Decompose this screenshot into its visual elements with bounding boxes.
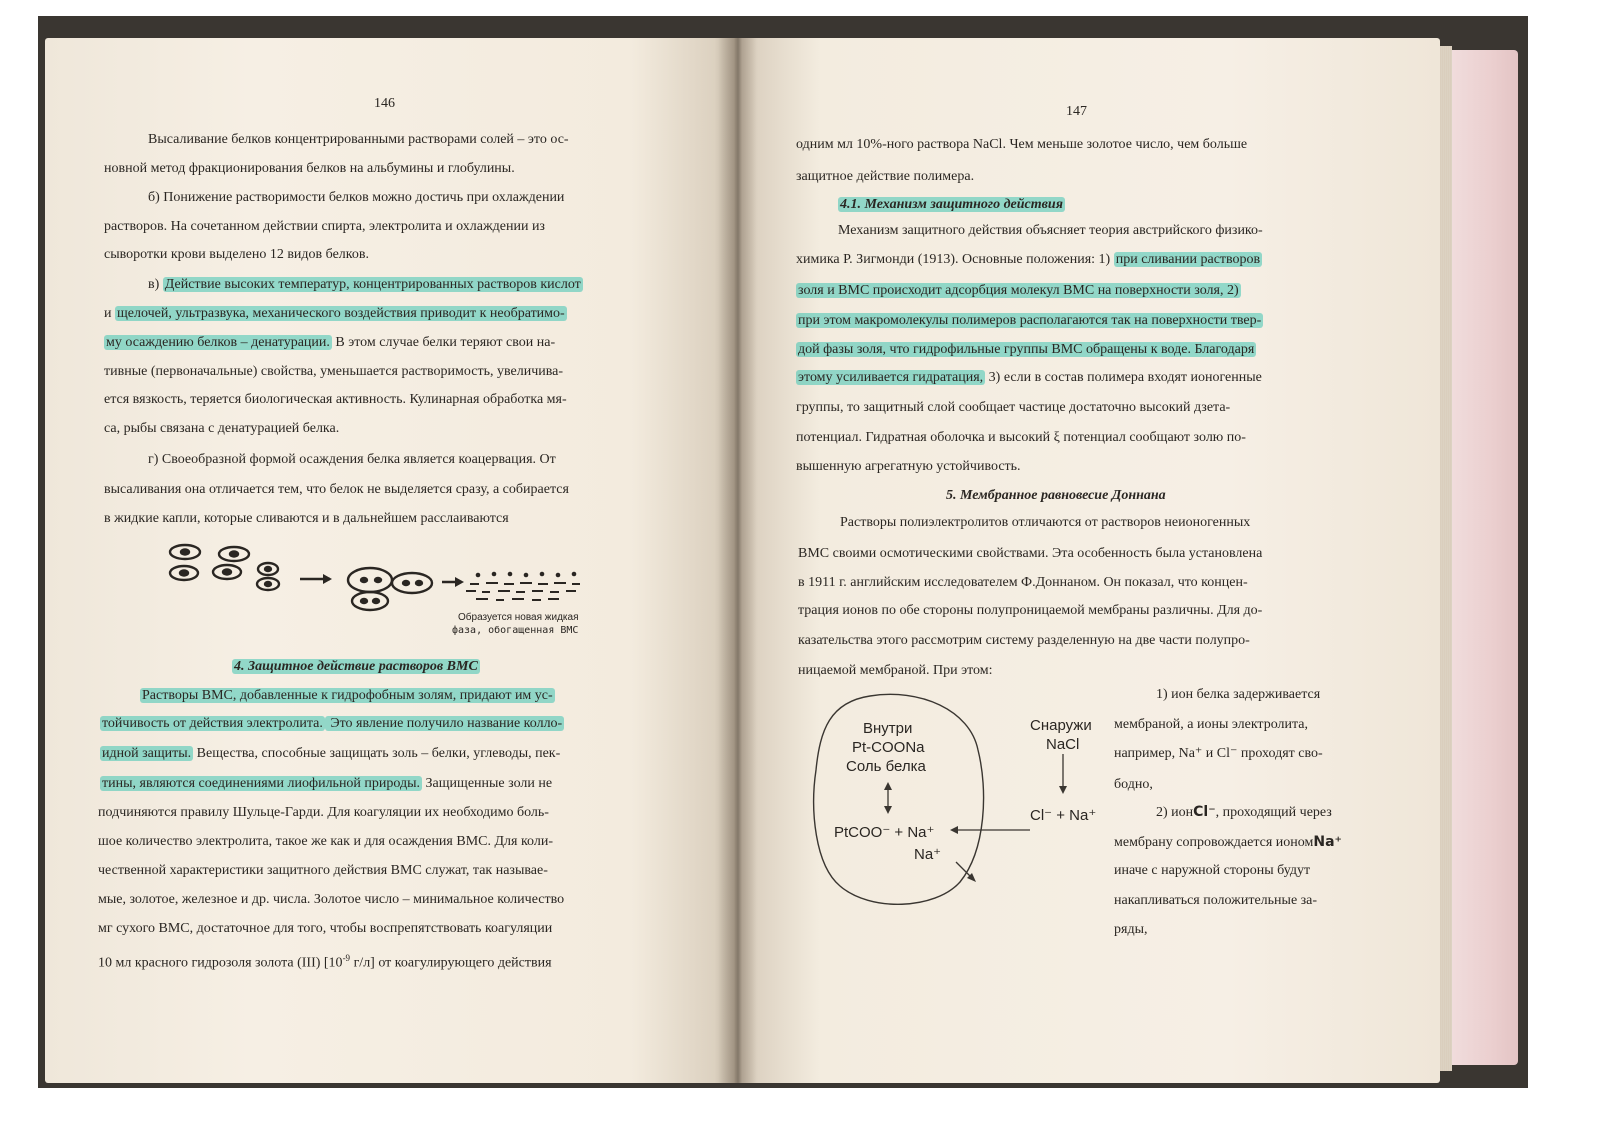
text-line: мые, золотое, железное и др. числа. Золотое число – минимальное количество [98, 892, 565, 907]
text-line: 1) ион белка задерживается [1156, 687, 1321, 702]
coacervation-figure [160, 538, 620, 618]
diagram-ions-outside: Cl⁻ + Na⁺ [1030, 807, 1097, 824]
highlighted-text: этому усиливается гидратация, [798, 370, 984, 385]
text-line: ВМС своими осмотическими свойствами. Эта особенность была установлена [798, 546, 1263, 561]
text-span: Защищенные золи не [422, 776, 553, 791]
text-line [140, 687, 555, 705]
text-line: б) Понижение растворимости белков можно достичь при охлаждении [148, 190, 565, 205]
text-line: в жидкие капли, которые сливаются и в дальнейшем расслаиваются [104, 511, 509, 526]
text-span: 3) если в состав полимера входят ионогенные [985, 370, 1262, 385]
text-span: мембрану сопровождается ионом [1114, 835, 1314, 850]
highlighted-text: Действие высоких температур, концентрированных растворов кислот [164, 277, 581, 292]
text-span: , проходящий через [1215, 805, 1332, 820]
text-line [100, 745, 560, 763]
text-line: вышенную агрегатную устойчивость. [796, 459, 1021, 474]
diagram-na-ion: Na⁺ [914, 846, 942, 863]
text-line: накапливаться положительные за- [1114, 893, 1318, 908]
text-line [796, 341, 1256, 359]
highlighted-text: щелочей, ультразвука, механического воздействия приводит к необратимо- [117, 306, 565, 321]
text-line: защитное действие полимера. [796, 169, 975, 184]
text-span: 2) ион [1156, 805, 1194, 820]
text-line [100, 715, 564, 733]
text-line: казательства этого рассмотрим систему разделенную на две части полупро- [798, 633, 1250, 648]
highlighted-text: при этом макромолекулы полимеров располагаются так на поверхности твер- [798, 313, 1262, 328]
text-line [104, 305, 567, 323]
text-line [1156, 803, 1332, 822]
text-line: в 1911 г. английским исследователем Ф.Доннаном. Он показал, что концен- [798, 575, 1248, 590]
diagram-label-inside: Pt-COONa [852, 739, 925, 756]
text-line [796, 369, 1262, 387]
text-span: в) [148, 277, 163, 292]
text-line: трация ионов по обе стороны полупроницаемой мембраны различны. Для до- [798, 603, 1263, 618]
page-edges [1440, 46, 1452, 1071]
highlighted-text: золя и ВМС происходит адсорбция молекул ВМС на поверхности золя, 2) [798, 283, 1239, 298]
diagram-label-inside: Соль белка [846, 758, 926, 775]
highlighted-text: 4. Защитное действие растворов ВМС [234, 659, 478, 674]
text-line: подчиняются правилу Шульце-Гарди. Для коагуляции их необходимо боль- [98, 805, 549, 820]
diagram-label-inside: Внутри [863, 720, 913, 737]
text-line: са, рыбы связана с денатурацией белка. [104, 421, 340, 436]
handwritten-annotation: Cl⁻ [1193, 804, 1216, 820]
text-line: ряды, [1114, 922, 1148, 937]
text-line: растворов. На сочетанном действии спирта, электролита и охлаждении из [104, 219, 545, 234]
text-line: одним мл 10%-ного раствора NaCl. Чем меньше золотое число, чем больше [796, 137, 1248, 152]
diagram-label-outside: NaCl [1046, 736, 1080, 753]
text-line [796, 251, 1262, 269]
text-line: Механизм защитного действия объясняет теория австрийского физико- [838, 223, 1263, 238]
text-line: высаливания она отличается тем, что белок не выделяется сразу, а собирается [104, 482, 569, 497]
text-line: иначе с наружной стороны будут [1114, 863, 1311, 878]
text-line: Растворы полиэлектролитов отличаются от растворов неионогенных [840, 515, 1251, 530]
page-number-left: 146 [374, 96, 395, 111]
text-line: группы, то защитный слой сообщает частице достаточно высокий дзета- [796, 400, 1231, 415]
section-heading: 5. Мембранное равновесие Доннана [946, 488, 1166, 503]
text-line: ется вязкость, теряется биологическая активность. Кулинарная обработка мя- [104, 392, 567, 407]
highlighted-text: Это явление получило название колло- [326, 716, 563, 731]
text-line: мг сухого ВМС, достаточное для того, чтобы воспрепятствовать коагуляции [98, 921, 553, 936]
text-span: 10 мл красного гидрозоля золота (III) [10 [98, 955, 343, 971]
text-line [104, 334, 555, 352]
diagram-ions-inside: PtCOO⁻ + Na⁺ [834, 824, 935, 841]
highlighted-text: при сливании растворов [1115, 252, 1261, 267]
text-span: химика Р. Зигмонди (1913). Основные положения: 1) [796, 252, 1114, 267]
section-heading [232, 658, 480, 676]
text-span: и [104, 306, 115, 321]
highlighted-text: дой фазы золя, что гидрофильные группы ВМС обращены к воде. Благодаря [798, 342, 1255, 357]
superscript: -9 [342, 953, 351, 963]
text-span: В этом случае белки теряют свои на- [331, 335, 556, 350]
figure-caption: фаза, обогащенная ВМС [452, 625, 579, 636]
text-line [148, 276, 583, 294]
figure-caption: Образуется новая жидкая [458, 612, 579, 623]
highlighted-text: тойчивость от действия электролита. [102, 716, 323, 731]
diagram-label-outside: Снаружи [1030, 717, 1092, 734]
highlighted-text: му осаждению белков – денатурации. [106, 335, 330, 350]
text-line: потенциал. Гидратная оболочка и высокий ξ потенциал сообщают золю по- [796, 430, 1246, 445]
text-line: г) Своеобразной формой осаждения белка является коацервация. От [148, 452, 556, 467]
text-line [100, 775, 552, 793]
text-line: тивные (первоначальные) свойства, уменьшается растворимость, увеличива- [104, 364, 564, 379]
text-line: бодно, [1114, 777, 1153, 792]
text-line: мембраной, а ионы электролита, [1114, 717, 1309, 732]
highlighted-text: идной защиты. [102, 746, 192, 761]
text-line: новной метод фракционирования белков на альбумины и глобулины. [104, 161, 515, 176]
section-heading [838, 196, 1065, 214]
text-line: сыворотки крови выделено 12 видов белков. [104, 247, 369, 262]
text-line [1114, 833, 1342, 852]
text-line: Высаливание белков концентрированными растворами солей – это ос- [148, 132, 569, 147]
highlighted-text: Растворы ВМС, добавленные к гидрофобным золям, придают им ус- [142, 688, 553, 703]
text-span: Вещества, способные защищать золь – белки, углеводы, пек- [193, 746, 561, 761]
page-number-right: 147 [1066, 104, 1087, 119]
text-line [796, 312, 1263, 330]
handwritten-annotation: Na⁺ [1313, 834, 1342, 850]
text-span: г/л] от коагулирующего действия [350, 955, 552, 971]
highlighted-text: 4.1. Механизм защитного действия [840, 197, 1063, 212]
text-line: чественной характеристики защитного действия ВМС служат, так называе- [98, 863, 548, 878]
text-line: шое количество электролита, такое же как и для осаждения ВМС. Для коли- [98, 834, 554, 849]
book-gutter [718, 38, 758, 1083]
text-line [796, 282, 1241, 300]
text-line [98, 949, 552, 973]
highlighted-text: тины, являются соединениями лиофильной природы. [102, 776, 421, 791]
book-cover-edge [1452, 50, 1518, 1065]
text-line: например, Na⁺ и Cl⁻ проходят сво- [1114, 746, 1323, 761]
text-line: ницаемой мембраной. При этом: [798, 663, 993, 678]
